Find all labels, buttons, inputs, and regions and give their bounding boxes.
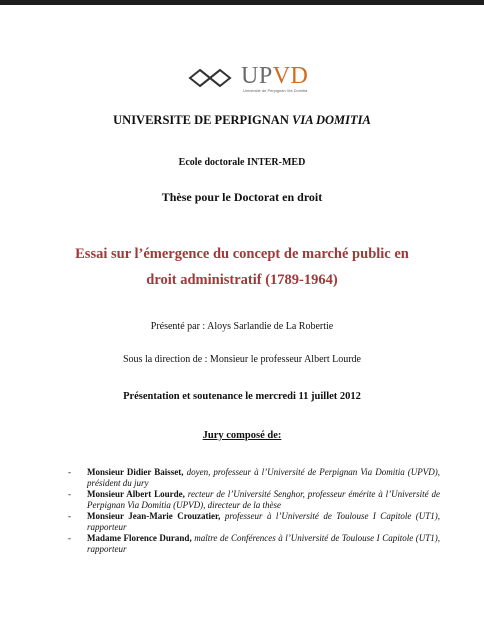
jury-heading: Jury composé de: xyxy=(202,430,282,441)
list-dash: - xyxy=(68,511,71,521)
defense-date: Présentation et soutenance le mercredi 11 juillet 2012 xyxy=(123,391,361,402)
presented-by: Présenté par : Aloys Sarlandie de La Robertie xyxy=(150,321,334,332)
jury-member-name: Monsieur Jean-Marie Crouzatier, xyxy=(87,511,221,521)
upvd-logo xyxy=(186,63,336,97)
university-name xyxy=(0,113,484,128)
doctoral-school: Ecole doctorale INTER-MED xyxy=(178,157,306,168)
list-dash: - xyxy=(68,467,71,477)
jury-member-role: maître de Conférences à l’Université de Toulouse I Capitole (UT1), rapporteur xyxy=(87,533,441,554)
thesis-director: Sous la direction de : Monsieur le professeur Albert Lourde xyxy=(123,354,361,365)
list-dash: - xyxy=(68,533,71,543)
logo-letters-gray: UP xyxy=(241,63,273,89)
jury-member-name: Monsieur Albert Lourde, xyxy=(87,489,185,499)
document-page xyxy=(0,5,484,620)
logo-letters-orange: VD xyxy=(272,63,309,89)
university-prefix: UNIVERSITE DE PERPIGNAN xyxy=(113,113,292,127)
logo-wordmark xyxy=(241,63,308,89)
jury-member xyxy=(68,489,440,510)
jury-member-role: doyen, professeur à l’Université de Perpignan Via Domitia (UPVD), président du jury xyxy=(87,467,440,488)
jury-list xyxy=(68,467,441,555)
jury-member-role: recteur de l’Université Senghor, professeur émérite à l’Université de Perpignan Via Domitia (UPVD), directeur de la thèse xyxy=(87,489,440,510)
diamond-cross-logo-icon xyxy=(186,67,234,89)
thesis-title-line-1: Essai sur l’émergence du concept de marché public en xyxy=(75,246,409,262)
logo-subtitle: Université de Perpignan Via Domitia xyxy=(243,88,308,93)
jury-member xyxy=(68,533,441,554)
thesis-title xyxy=(0,241,484,293)
thesis-title-line-2: droit administratif (1789-1964) xyxy=(146,272,338,288)
jury-member-name: Madame Florence Durand, xyxy=(87,533,192,543)
list-dash: - xyxy=(68,489,71,499)
jury-member xyxy=(68,511,440,532)
thesis-type: Thèse pour le Doctorat en droit xyxy=(161,190,323,204)
jury-member-name: Monsieur Didier Baisset, xyxy=(87,467,184,477)
jury-member-role: professeur à l’Université de Toulouse I Capitole (UT1), rapporteur xyxy=(87,511,440,532)
jury-member xyxy=(68,467,440,488)
university-italic: VIA DOMITIA xyxy=(292,113,371,127)
